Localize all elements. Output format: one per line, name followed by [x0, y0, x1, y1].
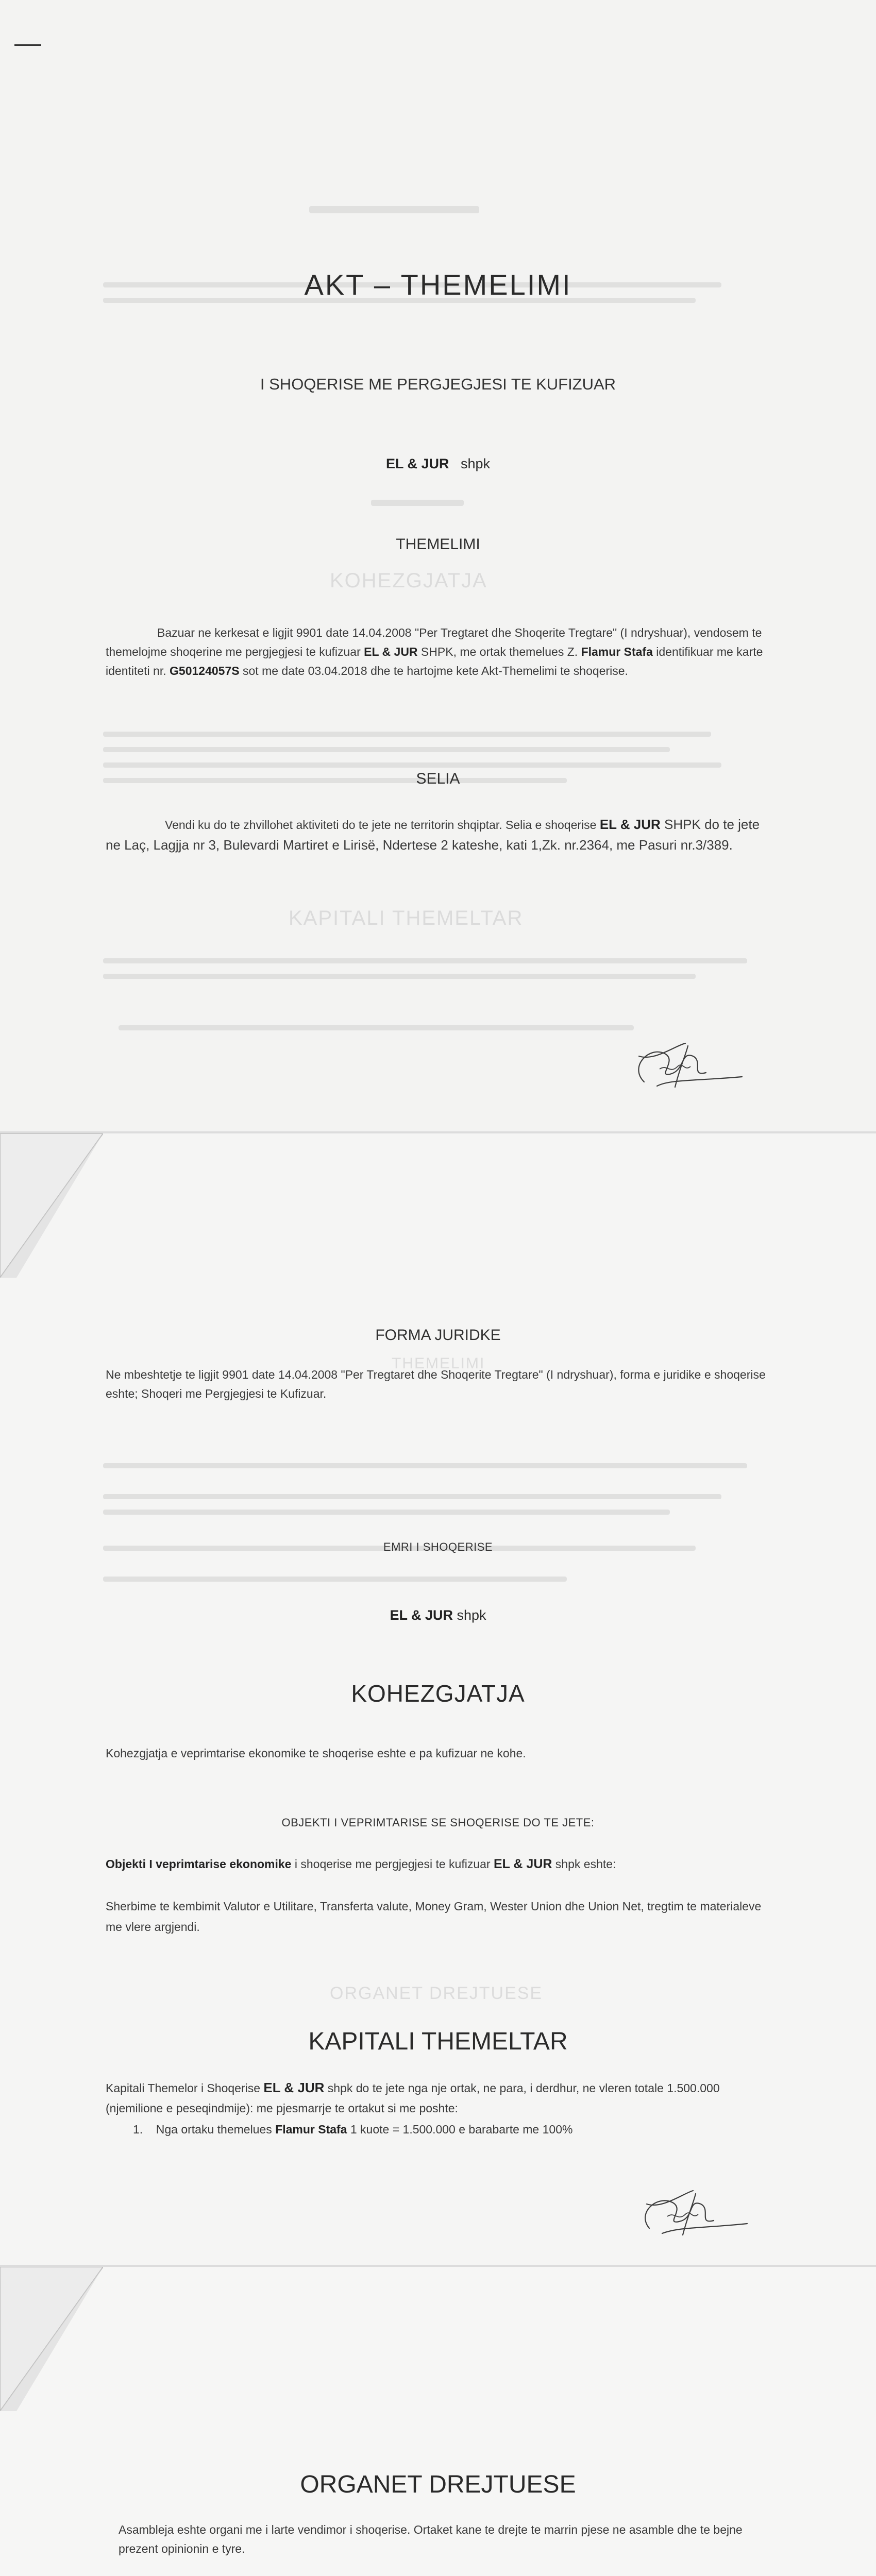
text-run: 1 kuote = 1.500.000 e barabarte me 100% [347, 2123, 573, 2136]
document-page-3 [0, 2267, 876, 2576]
themelimi-paragraph [106, 623, 776, 680]
folded-corner [0, 1133, 103, 1278]
bleed-through-line [103, 732, 711, 737]
text-run: sot me date 03.04.2018 dhe te hartojme kete Akt-Themelimi te shoqerise. [239, 664, 628, 677]
section-heading-kapitali: KAPITALI THEMELTAR [308, 2028, 568, 2055]
kapitali-list-item [133, 2123, 751, 2137]
signature-image [608, 1025, 747, 1103]
text-run: SHPK do te jete ne Laç, Lagjja nr 3, Bulevardi Martiret e Lirisë, Ndertese 2 kateshe, kati 1,Zk. nr.2364, me Pasuri nr.3/389. [106, 817, 760, 853]
objekti-label: OBJEKTI I VEPRIMTARISE SE SHOQERISE DO TE JETE: [281, 1816, 595, 1829]
company-name: EL & JUR [263, 2080, 325, 2095]
selia-paragraph [106, 814, 776, 856]
section-heading-themelimi: THEMELIMI [396, 536, 480, 553]
bleed-through-line [103, 762, 721, 768]
text-run: SHPK, me ortak themelues Z. [417, 645, 581, 658]
bleed-through-line [103, 1510, 670, 1515]
bleed-through-line [103, 747, 670, 752]
objekti-paragraph: Sherbime te kembimit Valutor e Utilitare, Transferta valute, Money Gram, Wester Union dhe Union Net, tregtim te materialeve me vlere argjendi. [106, 1900, 762, 1934]
text-run: shpk eshte: [552, 1857, 616, 1871]
bleed-through-heading: KAPITALI THEMELTAR [289, 907, 524, 929]
document-page-2 [0, 1133, 876, 2267]
bleed-through-heading: ORGANET DREJTUESE [330, 1984, 543, 2003]
id-card-number: G50124057S [170, 664, 240, 677]
company-name: EL & JUR [599, 817, 661, 832]
document-page-1 [0, 0, 876, 1133]
bleed-through-line [371, 500, 464, 506]
text-run: Bazuar ne kerkesat e ligjit 9901 date 14.04.2008 "Per Tregtaret dhe Shoqerite Tregtare" (I ndryshuar), vendosem te themelojme shoqerine me pergjegjesi te kufizuar [106, 626, 762, 658]
company-name: EL & JUR [385, 456, 449, 471]
text-run: Kapitali Themelor i Shoqerise [106, 2081, 264, 2095]
text-run: i shoqerise me pergjegjesi te kufizuar [291, 1857, 494, 1871]
bleed-through-line [103, 974, 696, 979]
bleed-through-line [103, 958, 747, 963]
folded-corner [0, 2267, 103, 2411]
founder-name: Flamur Stafa [581, 645, 653, 658]
signature-image [618, 2174, 752, 2251]
section-heading-selia: SELIA [416, 770, 460, 787]
text-run: Objekti I veprimtarise ekonomike [106, 1857, 292, 1871]
kapitali-paragraph [106, 2077, 776, 2117]
organet-paragraph-1: Asambleja eshte organi me i larte vendimor i shoqerise. Ortaket kane te drejte te marrin pjese ne asamble dhe te bejne prezent opinionin e tyre. [119, 2523, 743, 2555]
company-name: EL & JUR [364, 645, 418, 658]
bleed-through-heading: THEMELIMI [392, 1355, 485, 1372]
company-name-line [0, 456, 876, 472]
dash-mark [14, 44, 41, 46]
bleed-through-line [119, 1025, 634, 1030]
founder-name: Flamur Stafa [275, 2123, 347, 2136]
objekti-intro [106, 1854, 776, 1874]
document-title: AKT – THEMELIMI [304, 268, 572, 301]
emri-label: EMRI I SHOQERISE [383, 1540, 493, 1553]
company-name: EL & JUR [493, 1857, 552, 1871]
text-run: identifikuar me karte identiteti nr. [106, 645, 763, 677]
text-run: shpk do te jete nga nje ortak, ne para, i derdhur, ne vleren totale 1.500.000 (njemilione e peseqindmije): me pjesmarrje te ortakut si me poshte: [106, 2081, 720, 2115]
forma-juridike-paragraph: Ne mbeshtetje te ligjit 9901 date 14.04.2008 "Per Tregtaret dhe Shoqerite Tregtare" (I ndryshuar), forma e juridike e shoqerise eshte; Shoqeri me Pergjegjesi te Kufizuar. [106, 1368, 766, 1400]
section-heading-organet: ORGANET DREJTUESE [300, 2471, 576, 2498]
company-suffix: shpk [461, 456, 491, 471]
bleed-through-line [103, 1494, 721, 1499]
bleed-through-line [103, 1463, 747, 1468]
section-heading-kohezgjatja: KOHEZGJATJA [351, 1680, 525, 1707]
document-subtitle: I SHOQERISE ME PERGJEGJESI TE KUFIZUAR [260, 375, 616, 393]
company-suffix: shpk [457, 1607, 486, 1623]
company-name: EL & JUR [390, 1607, 453, 1623]
bleed-through-heading: KOHEZGJATJA [330, 569, 487, 592]
kohezgjatja-paragraph: Kohezgjatja e veprimtarise ekonomike te shoqerise eshte e pa kufizuar ne kohe. [106, 1747, 526, 1760]
text-run: Nga ortaku themelues [156, 2123, 276, 2136]
company-name-line [0, 1607, 876, 1623]
bleed-through-line [103, 1577, 567, 1582]
text-run: Vendi ku do te zhvillohet aktiviteti do te jete ne territorin shqiptar. Selia e shoqerise [165, 818, 600, 832]
list-number: 1. [133, 2123, 143, 2136]
section-heading-forma-juridike: FORMA JURIDKE [375, 1327, 501, 1344]
bleed-through-line [309, 206, 479, 213]
